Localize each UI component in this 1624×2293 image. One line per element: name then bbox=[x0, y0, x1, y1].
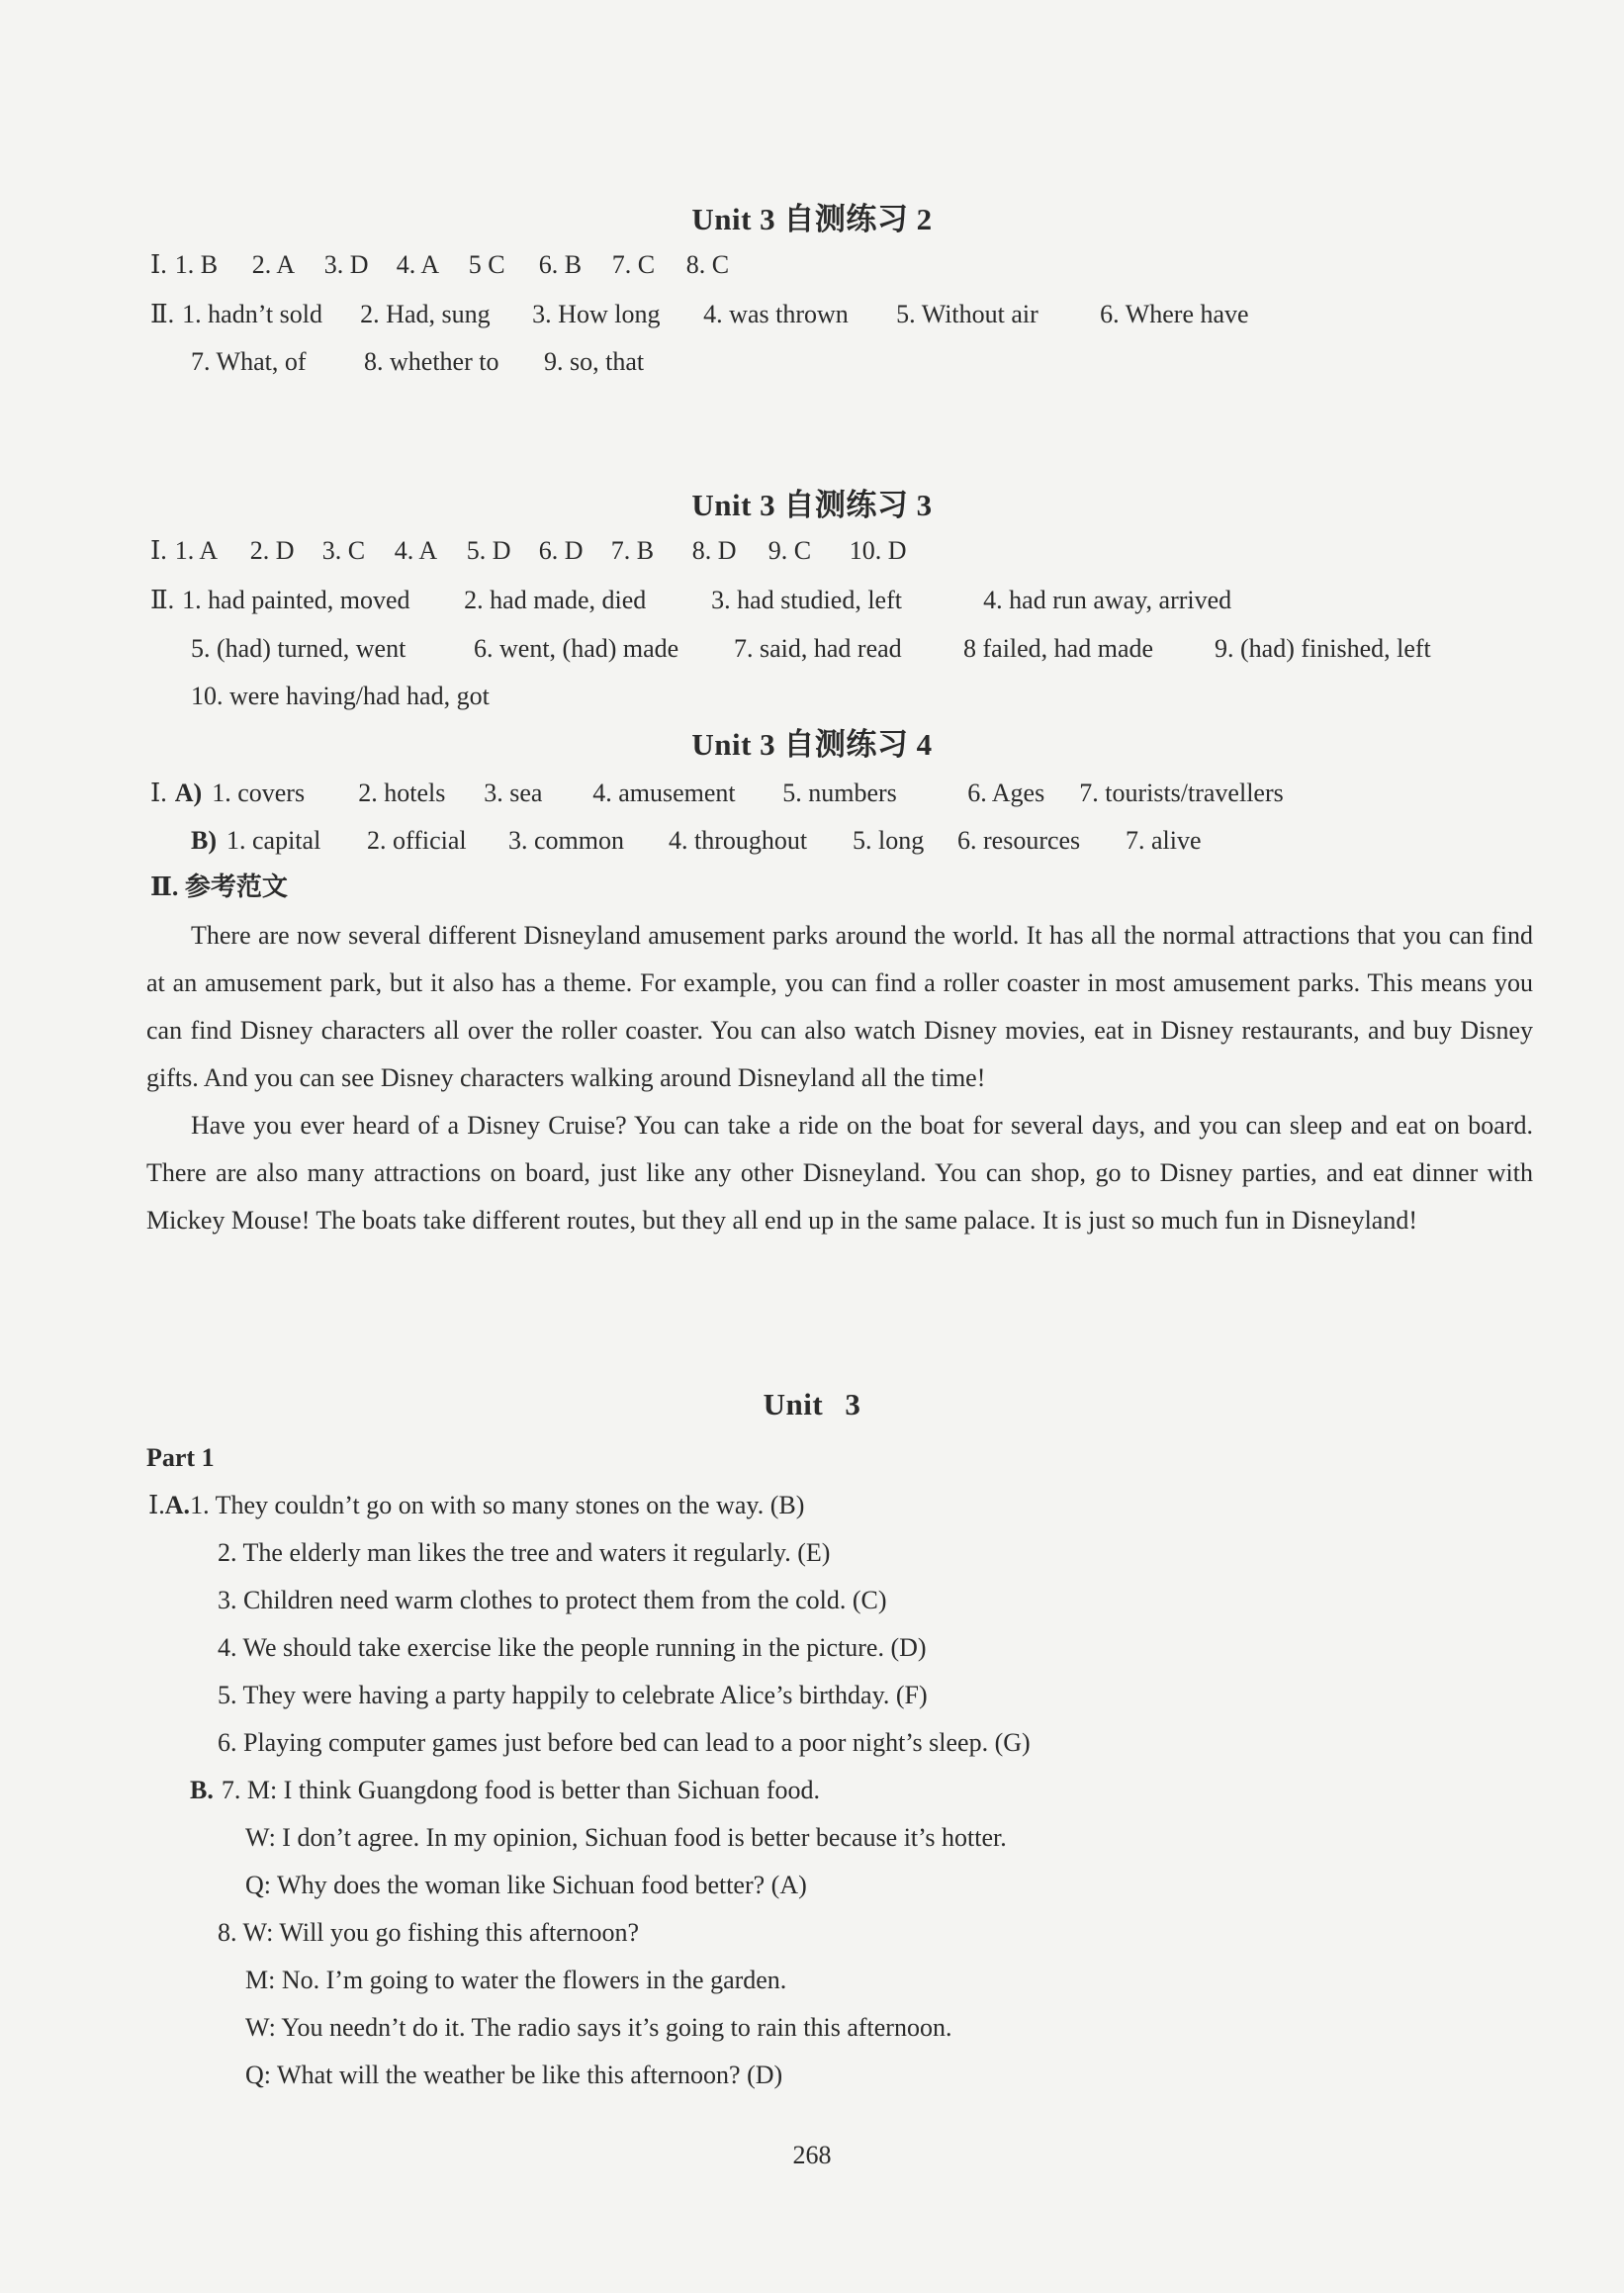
listening-A-item: 4. We should take exercise like the people running in the picture. (D) bbox=[218, 1633, 927, 1662]
listening-A-item: Ⅰ.A.1. They couldn’t go on with so many stones on the way. (B) bbox=[148, 1491, 805, 1519]
test4-part1-B-answers: B) 1. capital 2. official 3. common 4. throughout 5. long 6. resources 7. alive bbox=[191, 826, 1202, 855]
test2-part2-answers-row1: Ⅱ. 1. hadn’t sold 2. Had, sung 3. How long 4. was thrown 5. Without air 6. Where have bbox=[150, 300, 1249, 328]
listening-B-q8-line: Q: What will the weather be like this afternoon? (D) bbox=[245, 2061, 783, 2089]
listening-A-item: 5. They were having a party happily to celebrate Alice’s birthday. (F) bbox=[218, 1681, 928, 1709]
essay-paragraph: There are now several different Disneyland amusement parks around the world. It has all the normal attractions that you can find at an amusement park, but it also has a theme. For example, you can find a roller coaster in most amusement parks. This means you can find Disney characters all over the roller coaster. You can also watch Disney movies, eat in Disney restaurants, and buy Disney gifts. And you can see Disney characters walking around Disneyland all the time! bbox=[146, 921, 1533, 1092]
essay-paragraph: Have you ever heard of a Disney Cruise? You can take a ride on the boat for several days, and you can sleep and eat on board. There are also many attractions on board, just like any other Disneyland. You can shop, go to Disney parties, and eat dinner with Mickey Mouse! The boats take different routes, but they all end up in the same palace. It is just so much fun in Disneyland! bbox=[146, 1111, 1533, 1235]
sample-essay-heading: Ⅱ. 参考范文 bbox=[150, 872, 288, 901]
test3-part1-answers: Ⅰ. 1. A 2. D 3. C 4. A 5. D 6. D 7. B 8. D 9. C 10. D bbox=[150, 536, 907, 565]
roman-numeral-2: Ⅱ. bbox=[150, 300, 175, 328]
page-number: 268 bbox=[792, 2141, 832, 2169]
listening-A-item: 2. The elderly man likes the tree and waters it regularly. (E) bbox=[218, 1538, 831, 1567]
listening-B-q8-line: W: You needn’t do it. The radio says it’s going to rain this afternoon. bbox=[245, 2013, 952, 2042]
test3-part2-answers-row1: Ⅱ. 1. had painted, moved 2. had made, died 3. had studied, left 4. had run away, arrived bbox=[150, 586, 1232, 614]
section-title-test-3: Unit 3 自测练习 3 bbox=[691, 488, 933, 522]
listening-B-q7-line: B. 7. M: I think Guangdong food is better than Sichuan food. bbox=[190, 1776, 820, 1804]
section-title-test-2: Unit 3 自测练习 2 bbox=[691, 202, 933, 236]
listening-B-q8-line: 8. W: Will you go fishing this afternoon? bbox=[218, 1918, 639, 1947]
section-title-test-4: Unit 3 自测练习 4 bbox=[691, 727, 933, 762]
test3-part2-answers-row2: 5. (had) turned, went 6. went, (had) made 7. said, had read 8 failed, had made 9. (had) finished, left bbox=[191, 634, 1431, 663]
listening-A-item: 6. Playing computer games just before bed can lead to a poor night’s sleep. (G) bbox=[218, 1728, 1031, 1757]
roman-numeral-1: Ⅰ. bbox=[150, 250, 167, 279]
listening-B-q7-line: W: I don’t agree. In my opinion, Sichuan food is better because it’s hotter. bbox=[245, 1823, 1007, 1852]
listening-B-q8-line: M: No. I’m going to water the flowers in the garden. bbox=[245, 1966, 787, 1994]
listening-B-q7-line: Q: Why does the woman like Sichuan food better? (A) bbox=[245, 1871, 807, 1899]
sample-essay bbox=[146, 912, 1533, 1244]
part-1-heading: Part 1 bbox=[146, 1443, 215, 1472]
test2-part1-answers: Ⅰ. 1. B 2. A 3. D 4. A 5 C 6. B 7. C 8. C bbox=[150, 250, 730, 279]
test4-part1-A-answers: Ⅰ. A) 1. covers 2. hotels 3. sea 4. amusement 5. numbers 6. Ages 7. tourists/travellers bbox=[150, 779, 1284, 807]
listening-A-item: 3. Children need warm clothes to protect them from the cold. (C) bbox=[218, 1586, 887, 1614]
test3-part2-answers-row3: 10. were having/had had, got bbox=[191, 682, 490, 710]
section-title-unit-3: Unit 3 bbox=[763, 1387, 861, 1422]
test2-part2-answers-row2: 7. What, of 8. whether to 9. so, that bbox=[191, 347, 645, 376]
